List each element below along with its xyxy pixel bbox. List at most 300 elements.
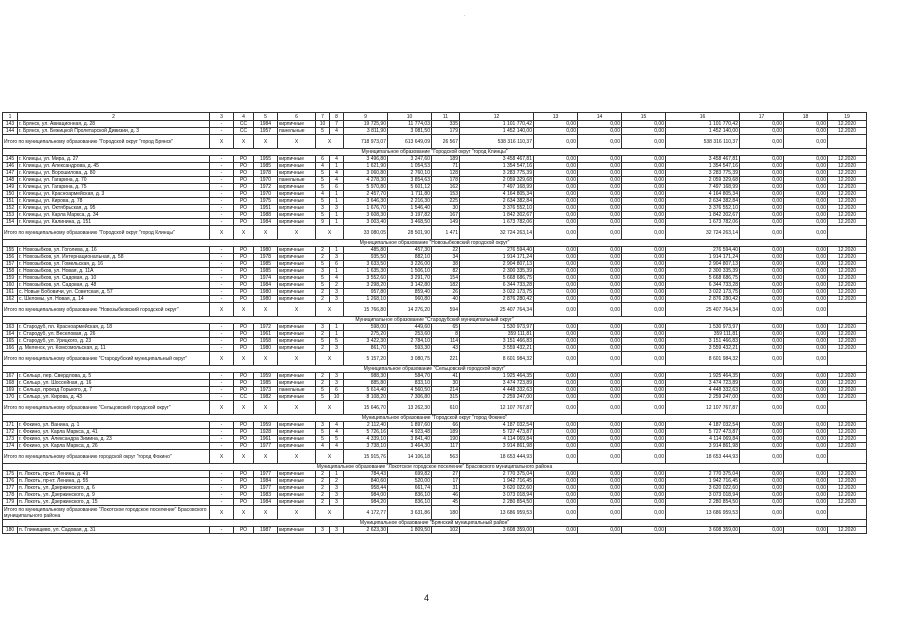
table-cell: 2 [316,471,330,478]
table-cell: 2 [316,373,330,380]
table-row [3,387,867,394]
table-cell: 3 003,40 [344,219,388,226]
table-cell: 6 344 733,28 [666,282,740,289]
table-cell: 275,20 [344,331,388,338]
table-cell: 1985 [254,268,278,275]
table-cell: 149 [432,219,460,226]
table-cell: 27 [432,471,460,478]
table-cell: 5 668 686,75 [460,275,534,282]
table-cell: 0,00 [740,373,784,380]
table-cell: 1 [330,471,344,478]
table-cell: 114 [432,338,460,345]
table-cell: кирпичные [278,471,316,478]
column-number: 3 [210,113,234,121]
table-cell: 3 073 018,94 [666,492,740,499]
table-cell: 3 841,40 [388,436,432,443]
table-cell: 0,00 [534,338,578,345]
table-cell: РО [234,261,254,268]
table-cell: 3 [330,485,344,492]
total-mark: X [210,450,234,464]
total-mark: X [278,135,316,149]
total-label: Итого по муниципальному образованию "Сельцовский городской округ" [3,401,210,415]
table-cell: 0,00 [534,296,578,303]
table-cell: 0,00 [784,324,828,331]
table-cell: 0,00 [534,205,578,212]
table-cell: 0,00 [534,429,578,436]
column-number: 13 [534,113,578,121]
total-value: 613 649,09 [388,135,432,149]
table-cell: 1 [330,219,344,226]
table-cell: 0,00 [534,331,578,338]
table-cell: 12.2020 [828,380,867,387]
table-cell: 3 552,60 [344,275,388,282]
table-cell: 4 [316,443,330,450]
table-cell: кирпичные [278,268,316,275]
table-cell: 3 474 723,89 [460,380,534,387]
table-cell: 12.2020 [828,282,867,289]
table-cell: кирпичные [278,163,316,170]
table-cell: 3 620 022,60 [460,485,534,492]
total-value: 594 [432,303,460,317]
table-cell: 0,00 [784,205,828,212]
table-cell: 1 673 782,06 [460,219,534,226]
table-cell: 5 [330,436,344,443]
table-cell: 1988 [254,212,278,219]
total-value: 26 567 [432,135,460,149]
total-label: Итого по муниципальному образованию "Локотское городское поселение" Брасовского муниципального района [3,506,210,520]
table-cell: 984,00 [344,492,388,499]
table-cell: 12.2020 [828,499,867,506]
total-value: 4 172,77 [344,506,388,520]
table-cell: 1977 [254,485,278,492]
section-title: Муниципальное образование "Брянский муниципальный район" [3,520,867,527]
section-row [3,366,867,373]
table-cell: 1 842 302,67 [666,212,740,219]
table-cell: 12.2020 [828,296,867,303]
total-mark: X [234,506,254,520]
table-cell: 0,00 [578,219,622,226]
table-cell: 0,00 [578,443,622,450]
column-number: 9 [344,113,388,121]
table-cell: 960,80 [388,296,432,303]
total-value: 0,00 [534,135,578,149]
table-cell: 5 [316,338,330,345]
table-cell: п. Локоть, пр-кт. Ленина, д. 49 [18,471,210,478]
table-cell: 0,00 [578,198,622,205]
column-number-row [3,113,867,121]
table-cell: кирпичные [278,198,316,205]
table-cell: - [210,429,234,436]
table-cell: 180 [3,527,18,534]
table-cell: 0,00 [534,163,578,170]
table-cell: 4 114 069,84 [460,436,534,443]
table-cell: 0,00 [622,436,666,443]
table-row [3,198,867,205]
total-value: 0,00 [622,352,666,366]
table-cell: 2 [316,296,330,303]
table-cell: 46 [432,492,460,499]
table-cell: 0,00 [534,394,578,401]
table-cell: 12.2020 [828,429,867,436]
table-cell: 149 [3,184,18,191]
table-cell: 7 497 168,99 [460,184,534,191]
table-cell: 1 452 140,00 [460,128,534,135]
table-cell: 3 468,50 [388,219,432,226]
table-cell: 0,00 [740,170,784,177]
table-cell: 0,00 [784,471,828,478]
total-mark: X [210,401,234,415]
total-value: 718 973,07 [344,135,388,149]
table-cell: 3 [330,499,344,506]
table-cell: 26 [432,289,460,296]
table-cell: 359 111,81 [666,331,740,338]
table-cell: 0,00 [534,170,578,177]
table-cell: 0,00 [578,163,622,170]
total-value: 0,00 [578,135,622,149]
table-cell: - [210,170,234,177]
table-cell: 1982 [254,394,278,401]
total-mark: X [278,226,316,240]
table-cell: 0,00 [622,275,666,282]
total-row [3,135,867,149]
table-cell: 699,82 [388,471,432,478]
table-cell: 3 283 775,39 [666,170,740,177]
table-cell: 1 914 171,24 [460,254,534,261]
table-cell: 0,00 [784,338,828,345]
table-cell: 0,00 [622,170,666,177]
section-row [3,415,867,422]
table-cell: кирпичные [278,422,316,429]
total-mark: X [316,303,344,317]
table-cell: РО [234,205,254,212]
total-mark: X [316,352,344,366]
total-value: 0,00 [534,401,578,415]
table-row [3,331,867,338]
table-cell: кирпичные [278,485,316,492]
table-body [3,113,867,534]
table-cell: - [210,471,234,478]
table-cell: 0,00 [784,373,828,380]
total-empty-cell [828,352,867,366]
table-cell: кирпичные [278,205,316,212]
table-cell: 1 101 770,42 [666,121,740,128]
table-cell: - [210,373,234,380]
table-cell: 661,74 [388,485,432,492]
table-cell: 2 623,30 [344,527,388,534]
total-value: 12 107 767,87 [460,401,534,415]
table-cell: 584,70 [388,373,432,380]
table-cell: РО [234,184,254,191]
table-cell: 1980 [254,247,278,254]
table-cell: 1983 [254,492,278,499]
table-cell: п. Локоть, ул. Дзержинского, д. 9 [18,492,210,499]
table-cell: 167 [3,373,18,380]
table-cell: РО [234,177,254,184]
table-cell: 12.2020 [828,275,867,282]
table-cell: 0,00 [622,128,666,135]
table-cell: 1 676,70 [344,205,388,212]
table-cell: 3 [330,254,344,261]
table-cell: 146 [3,163,18,170]
table-cell: 1984 [254,499,278,506]
table-cell: СС [234,128,254,135]
total-value: 3 631,86 [388,506,432,520]
table-row [3,268,867,275]
table-cell: - [210,205,234,212]
total-mark: X [210,135,234,149]
table-cell: РО [234,331,254,338]
table-cell: кирпичные [278,184,316,191]
total-value: 0,00 [740,135,784,149]
table-cell: 167 [432,212,460,219]
total-mark: X [278,352,316,366]
table-cell: 0,00 [534,121,578,128]
table-cell: 0,00 [622,163,666,170]
table-cell: 0,00 [622,373,666,380]
table-row [3,422,867,429]
table-cell: 0,00 [534,191,578,198]
table-cell: 1 [330,163,344,170]
section-row [3,520,867,527]
table-cell: РО [234,422,254,429]
table-row [3,345,867,352]
section-row [3,464,867,471]
table-cell: 0,00 [740,219,784,226]
table-cell: 4 [330,275,344,282]
table-cell: 178 [3,492,18,499]
table-row [3,324,867,331]
total-value: 0,00 [784,506,828,520]
table-cell: СС [234,394,254,401]
table-cell: 12.2020 [828,156,867,163]
table-cell: 2 300 335,39 [666,268,740,275]
table-cell: г. Клинцы, ул. Октябрьская, д. 95 [18,205,210,212]
table-cell: 5 668 686,75 [666,275,740,282]
table-row [3,499,867,506]
table-cell: 3 [316,324,330,331]
table-cell: 0,00 [784,261,828,268]
table-cell: 31 [432,485,460,492]
table-cell: 12.2020 [828,471,867,478]
table-cell: 0,00 [740,275,784,282]
total-mark: X [254,401,278,415]
table-cell: 0,00 [534,471,578,478]
total-mark: X [254,226,278,240]
table-cell: г. Стародуб, пл. Красноармейская, д. 18 [18,324,210,331]
table-cell: 1 942 716,45 [460,478,534,485]
table-cell: 155 [3,247,18,254]
table-cell: 3 914 861,98 [666,443,740,450]
table-cell: 0,00 [740,254,784,261]
total-value: 0,00 [622,401,666,415]
table-cell: 958,44 [344,485,388,492]
total-value: 0,00 [578,506,622,520]
table-cell: 0,00 [740,527,784,534]
table-cell: 0,00 [622,338,666,345]
total-value: 32 724 263,14 [460,226,534,240]
table-cell: РО [234,296,254,303]
table-row [3,478,867,485]
table-cell: 0,00 [578,275,622,282]
table-cell: 935,50 [344,254,388,261]
table-cell: 3 620 022,60 [666,485,740,492]
table-cell: 1 268,10 [344,296,388,303]
total-value: 180 [432,506,460,520]
total-empty-cell [828,226,867,240]
column-number: 4 [234,113,254,121]
table-cell: - [210,422,234,429]
page-number: 4 [424,593,430,603]
table-cell: 0,00 [784,198,828,205]
table-cell: 0,00 [534,268,578,275]
table-cell: 0,00 [622,499,666,506]
total-value: 0,00 [740,506,784,520]
table-cell: РО [234,436,254,443]
table-row [3,247,867,254]
table-cell: п. Глинищево, ул. Садовая, д. 31 [18,527,210,534]
total-mark: X [316,135,344,149]
total-value: 0,00 [622,226,666,240]
table-cell: 4 [330,422,344,429]
total-mark: X [210,303,234,317]
table-cell: 0,00 [740,436,784,443]
table-cell: 0,00 [578,324,622,331]
table-cell: 2 059 329,68 [666,177,740,184]
total-value: 25 407 764,34 [460,303,534,317]
table-cell: 174 [3,443,18,450]
table-row [3,121,867,128]
table-cell: 12.2020 [828,422,867,429]
table-cell: РО [234,485,254,492]
table-cell: 148 [3,177,18,184]
table-cell: 0,00 [534,387,578,394]
table-cell: 3 464,30 [388,443,432,450]
table-cell: 1 546,40 [388,205,432,212]
table-cell: 5 [316,387,330,394]
table-cell: 0,00 [784,184,828,191]
table-cell: 172 [3,429,18,436]
table-cell: - [210,254,234,261]
table-cell: 0,00 [740,324,784,331]
table-cell: 1972 [254,184,278,191]
table-cell: 30 [432,205,460,212]
table-cell: РО [234,170,254,177]
table-cell: панельные [278,387,316,394]
table-cell: 144 [3,128,18,135]
table-row [3,471,867,478]
table-cell: г. Клинцы, ул. Гагарина, д. 70 [18,177,210,184]
table-cell: 102 [432,527,460,534]
table-cell: 0,00 [740,429,784,436]
table-cell: 169 [3,387,18,394]
column-number: 1 [3,113,18,121]
table-cell: РО [234,289,254,296]
table-cell: 0,00 [622,289,666,296]
table-cell: 5 [316,261,330,268]
total-value: 0,00 [740,226,784,240]
table-cell: 71 [432,163,460,170]
table-cell: кирпичные [278,219,316,226]
table-cell: 19 725,90 [344,121,388,128]
table-cell: 2 457,70 [344,191,388,198]
total-value: 0,00 [784,226,828,240]
table-cell: г. Новозыбков, ул. Гоголева, д. 16 [18,247,210,254]
table-cell: - [210,177,234,184]
table-cell: 0,00 [740,177,784,184]
table-cell: кирпичные [278,338,316,345]
total-value: 0,00 [784,450,828,464]
total-mark: X [278,450,316,464]
table-cell: РО [234,471,254,478]
total-value: 14 276,20 [388,303,432,317]
table-cell: 0,00 [622,296,666,303]
table-cell: 3 496,80 [344,156,388,163]
table-cell: - [210,338,234,345]
table-cell: 2 [316,485,330,492]
total-value: 12 107 767,87 [666,401,740,415]
table-row [3,485,867,492]
table-cell: 12.2020 [828,177,867,184]
table-row [3,205,867,212]
table-cell: РО [234,380,254,387]
table-cell: 0,00 [622,345,666,352]
table-cell: 3 422,30 [344,338,388,345]
table-cell: 0,00 [578,128,622,135]
total-value: 0,00 [534,226,578,240]
table-cell: 1978 [254,254,278,261]
table-cell: 0,00 [578,205,622,212]
table-cell: 0,00 [578,296,622,303]
table-cell: - [210,191,234,198]
table-cell: 4 [316,163,330,170]
table-cell: 1 809,50 [388,527,432,534]
table-cell: РО [234,254,254,261]
table-cell: кирпичные [278,443,316,450]
total-mark: X [210,506,234,520]
table-cell: 0,00 [740,478,784,485]
total-value: 538 316 110,37 [460,135,534,149]
table-cell: 12.2020 [828,324,867,331]
table-cell: 1951 [254,205,278,212]
total-mark: X [316,450,344,464]
table-cell: 5 [316,170,330,177]
table-cell: 0,00 [578,527,622,534]
total-value: 0,00 [534,303,578,317]
table-cell: 2 770 375,04 [460,471,534,478]
table-row [3,373,867,380]
table-cell: 12.2020 [828,254,867,261]
total-mark: X [234,303,254,317]
table-cell: г. Стародуб, ул. Веселовая, д. 26 [18,331,210,338]
table-cell: 1970 [254,177,278,184]
total-mark: X [278,303,316,317]
table-cell: 1 [330,247,344,254]
total-mark: X [234,450,254,464]
table-cell: 179 [432,128,460,135]
table-row [3,527,867,534]
table-cell: 0,00 [578,191,622,198]
table-cell: 315 [432,394,460,401]
total-value: 1 471 [432,226,460,240]
table-cell: 1 530 973,97 [460,324,534,331]
table-cell: 1975 [254,198,278,205]
table-cell: 159 [3,275,18,282]
table-cell: 457,30 [388,247,432,254]
table-cell: 12.2020 [828,128,867,135]
total-value: 25 407 764,34 [666,303,740,317]
table-cell: 3 291,70 [388,275,432,282]
table-cell: 0,00 [784,163,828,170]
